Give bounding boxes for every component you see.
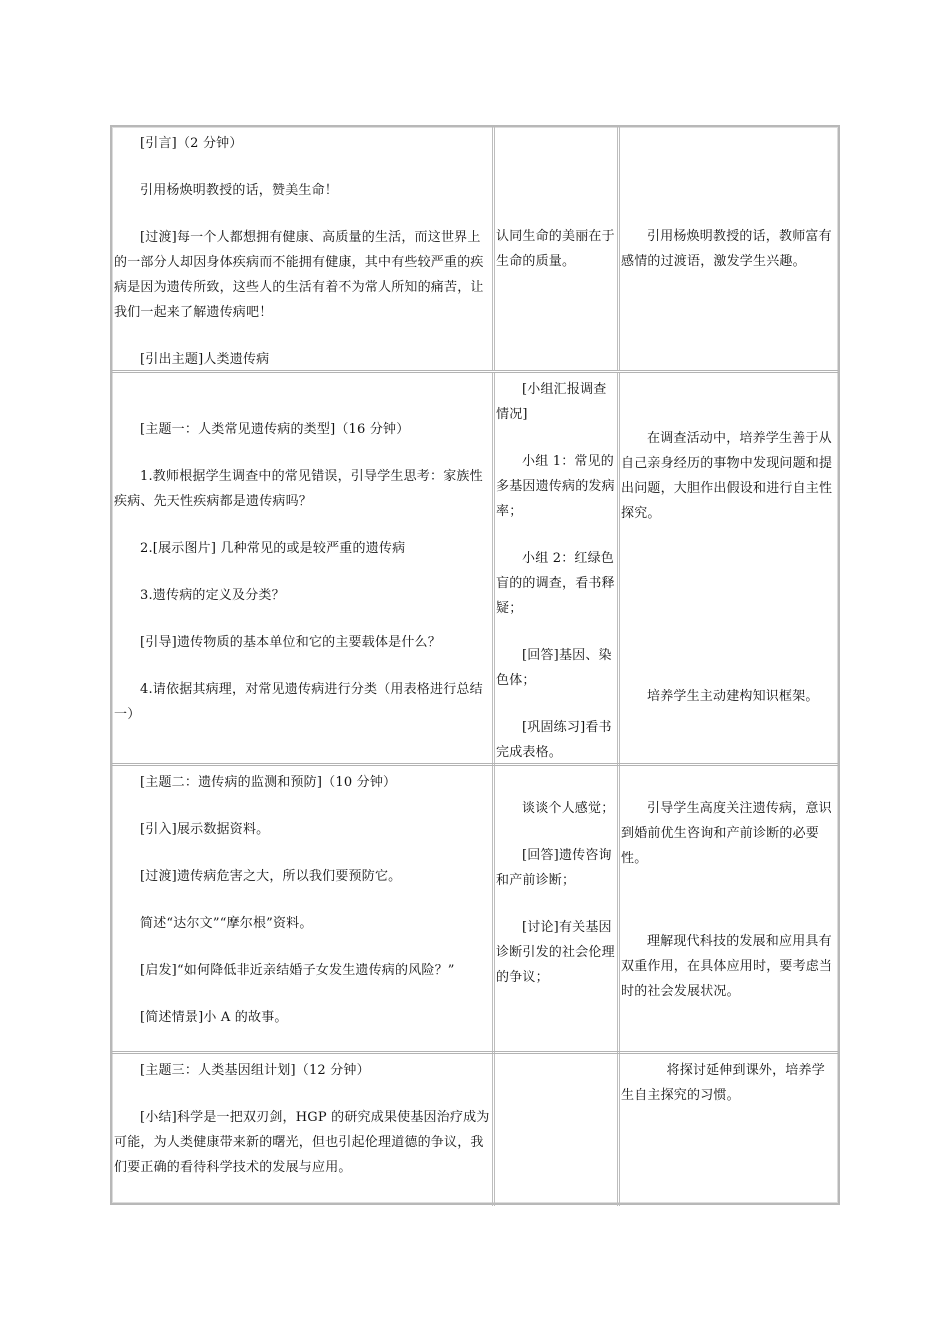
- paragraph: 引用杨焕明教授的话，赞美生命！: [140, 183, 339, 198]
- paragraph: [巩固练习]看书完成表格。: [496, 720, 612, 760]
- paragraph: [主题二：遗传病的监测和预防]（10 分钟）: [140, 775, 397, 790]
- paragraph: 2.[展示图片] 几种常见的或是较严重的遗传病: [140, 541, 406, 556]
- paragraph: [引言]（2 分钟）: [140, 136, 243, 151]
- paragraph: [小结]科学是一把双刃剑，HGP 的研究成果使基因治疗成为可能，为人类健康带来新的曙光，但也引起伦理道德的争议，我们要正确的看待科学技术的发展与应用。: [114, 1110, 490, 1175]
- paragraph: [简述情景]小 A 的故事。: [140, 1010, 288, 1025]
- student-activity-cell: [492, 127, 617, 370]
- student-activity-cell: [492, 373, 617, 766]
- paragraph: 简述“达尔文”“摩尔根”资料。: [140, 916, 313, 931]
- paragraph: [引入]展示数据资料。: [140, 822, 270, 837]
- design-intent-cell: [617, 373, 838, 766]
- paragraph: 小组 2：红绿色盲的的调查，看书释疑；: [496, 551, 615, 616]
- paragraph: 小组 1：常见的多基因遗传病的发病率；: [496, 454, 615, 519]
- paragraph: [回答]基因、染色体；: [496, 648, 612, 688]
- teacher-activity-cell: [112, 373, 492, 766]
- paragraph: 谈谈个人感觉；: [522, 801, 615, 816]
- lesson-plan-table: [110, 125, 840, 1205]
- paragraph: 引用杨焕明教授的话，教师富有感情的过渡语，激发学生兴趣。: [621, 229, 832, 269]
- paragraph: 培养学生主动建构知识框架。: [647, 689, 819, 704]
- paragraph: 1.教师根据学生调查中的常见错误，引导学生思考：家族性疾病、先天性疾病都是遗传病吗？: [114, 469, 483, 509]
- design-intent-cell: [617, 766, 838, 1054]
- teacher-activity-cell: [112, 766, 492, 1054]
- paragraph: 认同生命的美丽在于生命的质量。: [496, 229, 615, 269]
- paragraph: 在调查活动中，培养学生善于从自己亲身经历的事物中发现问题和提出问题，大胆作出假设和进行自主性探究。: [621, 431, 833, 521]
- table-row: [112, 127, 838, 370]
- student-activity-cell: [492, 1054, 617, 1206]
- design-intent-cell: [617, 1054, 838, 1206]
- teacher-activity-cell: [112, 127, 492, 370]
- teacher-activity-cell: [112, 1054, 492, 1206]
- design-intent-cell: [617, 127, 838, 370]
- table-row: [112, 763, 838, 1054]
- paragraph: [引出主题]人类遗传病: [140, 352, 270, 367]
- student-activity-cell: [492, 766, 617, 1054]
- paragraph: 理解现代科技的发展和应用具有双重作用，在具体应用时，要考虑当时的社会发展状况。: [621, 934, 833, 999]
- paragraph: [引导]遗传物质的基本单位和它的主要载体是什么？: [140, 635, 441, 650]
- paragraph: 将探讨延伸到课外，培养学生自主探究的习惯。: [621, 1063, 825, 1103]
- paragraph: [主题三：人类基因组计划]（12 分钟）: [140, 1063, 370, 1078]
- paragraph: [小组汇报调查情况]: [496, 382, 607, 422]
- paragraph: [回答]遗传咨询和产前诊断；: [496, 848, 612, 888]
- paragraph: [主题一：人类常见遗传病的类型]（16 分钟）: [140, 422, 410, 437]
- table-row: [112, 370, 838, 766]
- paragraph: 引导学生高度关注遗传病，意识到婚前优生咨询和产前诊断的必要性。: [621, 801, 832, 866]
- paragraph: [过渡]每一个人都想拥有健康、高质量的生活，而这世界上的一部分人却因身体疾病而不能拥有健康，其中有些较严重的疾病是因为遗传所致，这些人的生活有着不为常人所知的痛苦，让我们一起来了解遗传病吧！: [114, 230, 484, 320]
- paragraph: [讨论]有关基因诊断引发的社会伦理的争议；: [496, 920, 615, 985]
- paragraph: [启发]“如何降低非近亲结婚子女发生遗传病的风险？”: [140, 963, 455, 978]
- paragraph: 4.请依据其病理，对常见遗传病进行分类（用表格进行总结一）: [114, 682, 483, 722]
- paragraph: 3.遗传病的定义及分类？: [140, 588, 285, 603]
- paragraph: [过渡]遗传病危害之大，所以我们要预防它。: [140, 869, 402, 884]
- table-row: [112, 1051, 838, 1206]
